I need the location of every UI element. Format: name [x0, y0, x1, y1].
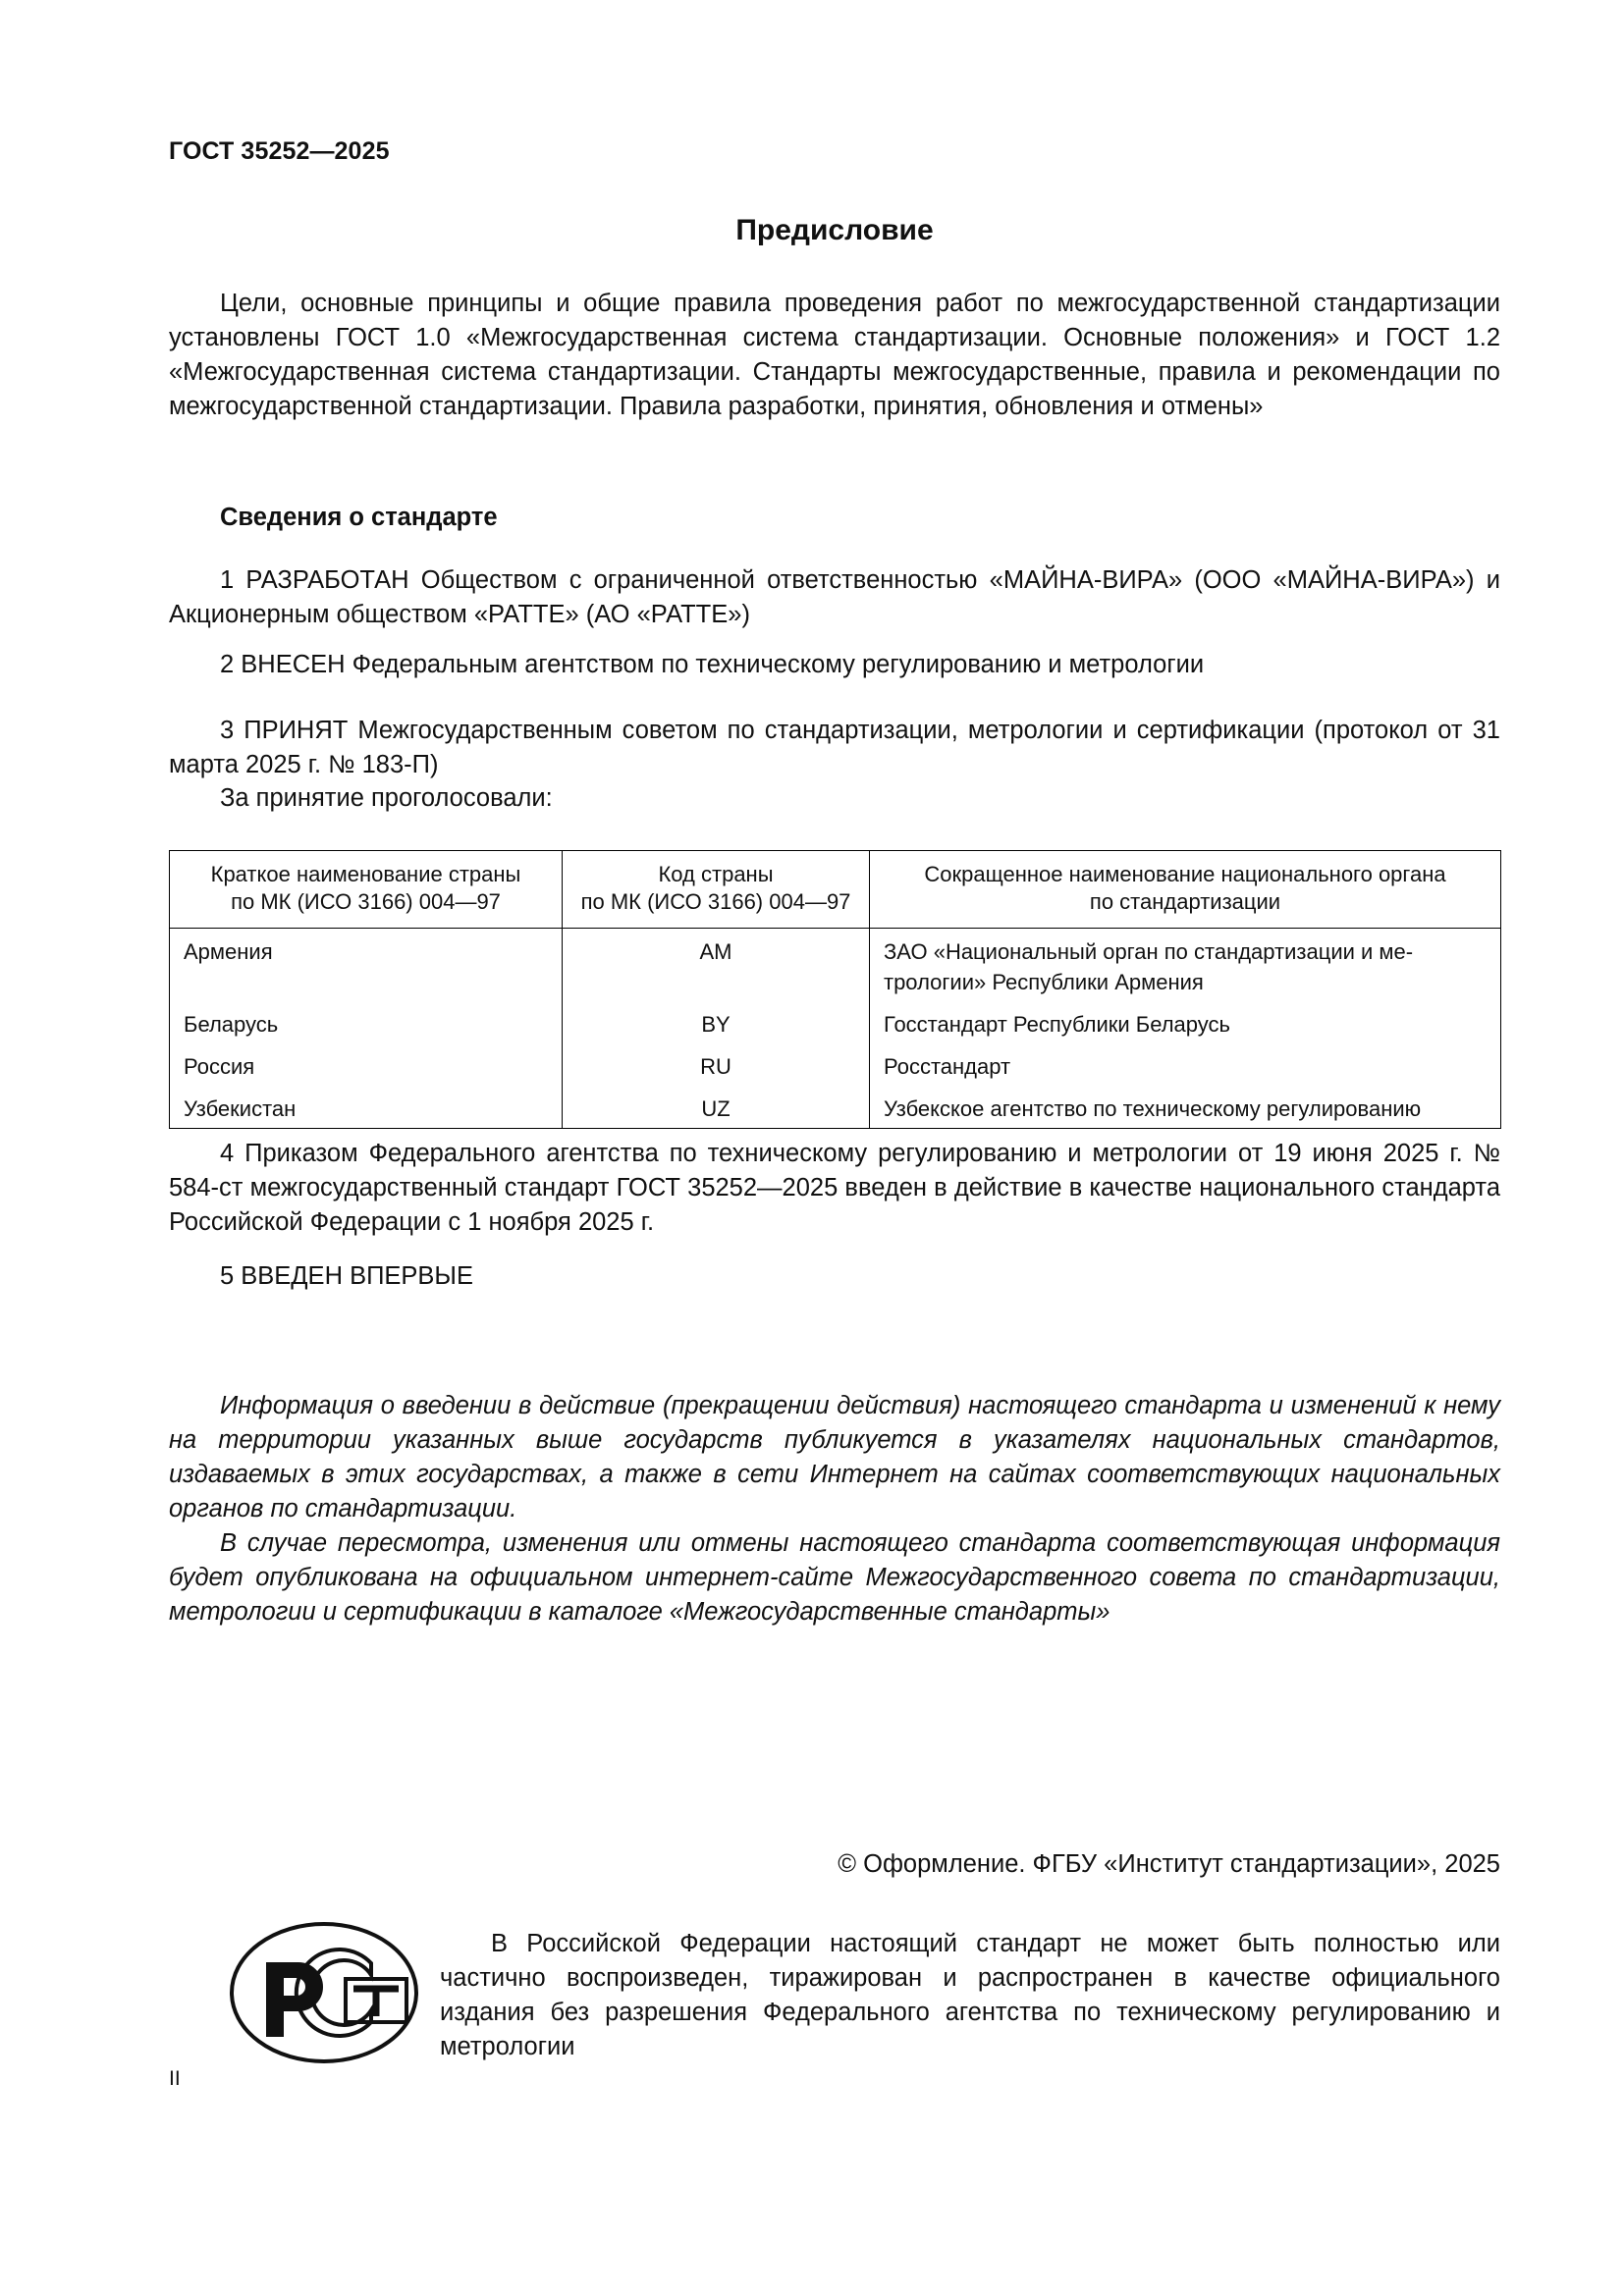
cell-country-name: Узбекистан — [170, 1086, 563, 1129]
item-2: 2 ВНЕСЕН Федеральным агентством по техническому регулированию и метрологии — [220, 651, 1205, 678]
cell-national-body: ЗАО «Национальный орган по стандартизации и ме-трологии» Республики Армения — [870, 929, 1501, 1002]
cell-national-body: Госстандарт Республики Беларусь — [870, 1001, 1501, 1043]
running-header-standard-code: ГОСТ 35252—2025 — [169, 137, 390, 165]
item-3: 3 ПРИНЯТ Межгосударственным советом по стандартизации, метрологии и сертификации (протокол от 31 марта 2025 г. № 183-П) — [169, 717, 1500, 778]
cell-national-body: Узбекское агентство по техническому регулированию — [870, 1086, 1501, 1129]
footer-reproduction-notice: В Российской Федерации настоящий стандарт не может быть полностью или частично воспроизведен, тиражирован и распространен в качестве официального издания без разрешения Федерального агентства по техническому регулированию и метрологии — [440, 1930, 1500, 2060]
column-header-line1: Код страны — [658, 862, 774, 886]
item-4: 4 Приказом Федерального агентства по техническому регулированию и метрологии от 19 июня 2025 г. № 584-ст межгосударственный стандарт ГОСТ 35252—2025 введен в действие в качестве национального стандарта Российской Федерации с 1 ноября 2025 г. — [169, 1140, 1500, 1236]
item-4-block — [169, 1137, 1500, 1240]
notice-paragraph-1: Информация о введении в действие (прекращении действия) настоящего стандарта и изменений к нему на территории указанных выше государств публикуется в указателях национальных стандартов, издаваемых в этих государствах, а также в сети Интернет на сайтах соответствующих национальных органов по стандартизации. — [169, 1392, 1500, 1522]
table-row — [170, 1001, 1501, 1043]
info-heading-block — [169, 501, 1500, 535]
column-header-country-code — [563, 851, 870, 929]
cell-country-name: Беларусь — [170, 1001, 563, 1043]
item-5-block — [169, 1259, 1500, 1294]
vote-intro-block — [169, 781, 1500, 816]
column-header-national-body — [870, 851, 1501, 929]
rosstandart-logo — [228, 1920, 420, 2065]
cell-country-code: RU — [563, 1043, 870, 1086]
copyright-line: © Оформление. ФГБУ «Институт стандартизации», 2025 — [838, 1850, 1500, 1878]
item-5: 5 ВВЕДЕН ВПЕРВЫЕ — [220, 1262, 474, 1290]
column-header-line1: Сокращенное наименование национального органа — [924, 862, 1446, 886]
table-row — [170, 929, 1501, 1002]
cell-country-code: BY — [563, 1001, 870, 1043]
vote-intro: За принятие проголосовали: — [220, 784, 553, 812]
item-3-block — [169, 714, 1500, 782]
column-header-line2: по МК (ИСО 3166) 004—97 — [580, 889, 851, 914]
cell-country-code: UZ — [563, 1086, 870, 1129]
table-body — [170, 929, 1501, 1129]
cell-national-body: Росстандарт — [870, 1043, 1501, 1086]
cell-country-name: Армения — [170, 929, 563, 1002]
column-header-country-name — [170, 851, 563, 929]
page-number: II — [169, 2067, 181, 2090]
column-header-line2: по стандартизации — [1089, 889, 1281, 914]
cell-country-code: AM — [563, 929, 870, 1002]
table-header-row — [170, 851, 1501, 929]
table-row — [170, 1043, 1501, 1086]
notice-block — [169, 1389, 1500, 1629]
voting-countries-table — [169, 850, 1501, 1129]
info-heading: Сведения о стандарте — [220, 504, 498, 531]
table-header — [170, 851, 1501, 929]
item-1: 1 РАЗРАБОТАН Обществом с ограниченной ответственностью «МАЙНА-ВИРА» (ООО «МАЙНА-ВИРА») и Акционерным обществом «РАТТЕ» (АО «РАТТЕ») — [169, 566, 1500, 628]
page-title: Предисловие — [735, 214, 934, 246]
table-row — [170, 1086, 1501, 1129]
intro-paragraph: Цели, основные принципы и общие правила проведения работ по межгосударственной стандартизации установлены ГОСТ 1.0 «Межгосударственная система стандартизации. Основные положения» и ГОСТ 1.2 «Межгосударственная система стандартизации. Стандарты межгосударственные, правила и рекомендации по межгосударственной стандартизации. Правила разработки, принятия, обновления и отмены» — [169, 290, 1500, 420]
item-2-block — [169, 648, 1500, 682]
column-header-line2: по МК (ИСО 3166) 004—97 — [231, 889, 501, 914]
cell-country-name: Россия — [170, 1043, 563, 1086]
notice-paragraph-2: В случае пересмотра, изменения или отмены настоящего стандарта соответствующая информация будет опубликована на официальном интернет-сайте Межгосударственного совета по стандартизации, метрологии и сертификации в каталоге «Межгосударственные стандарты» — [169, 1529, 1500, 1626]
item-1-block — [169, 563, 1500, 632]
column-header-line1: Краткое наименование страны — [210, 862, 521, 886]
intro-section — [169, 287, 1500, 424]
